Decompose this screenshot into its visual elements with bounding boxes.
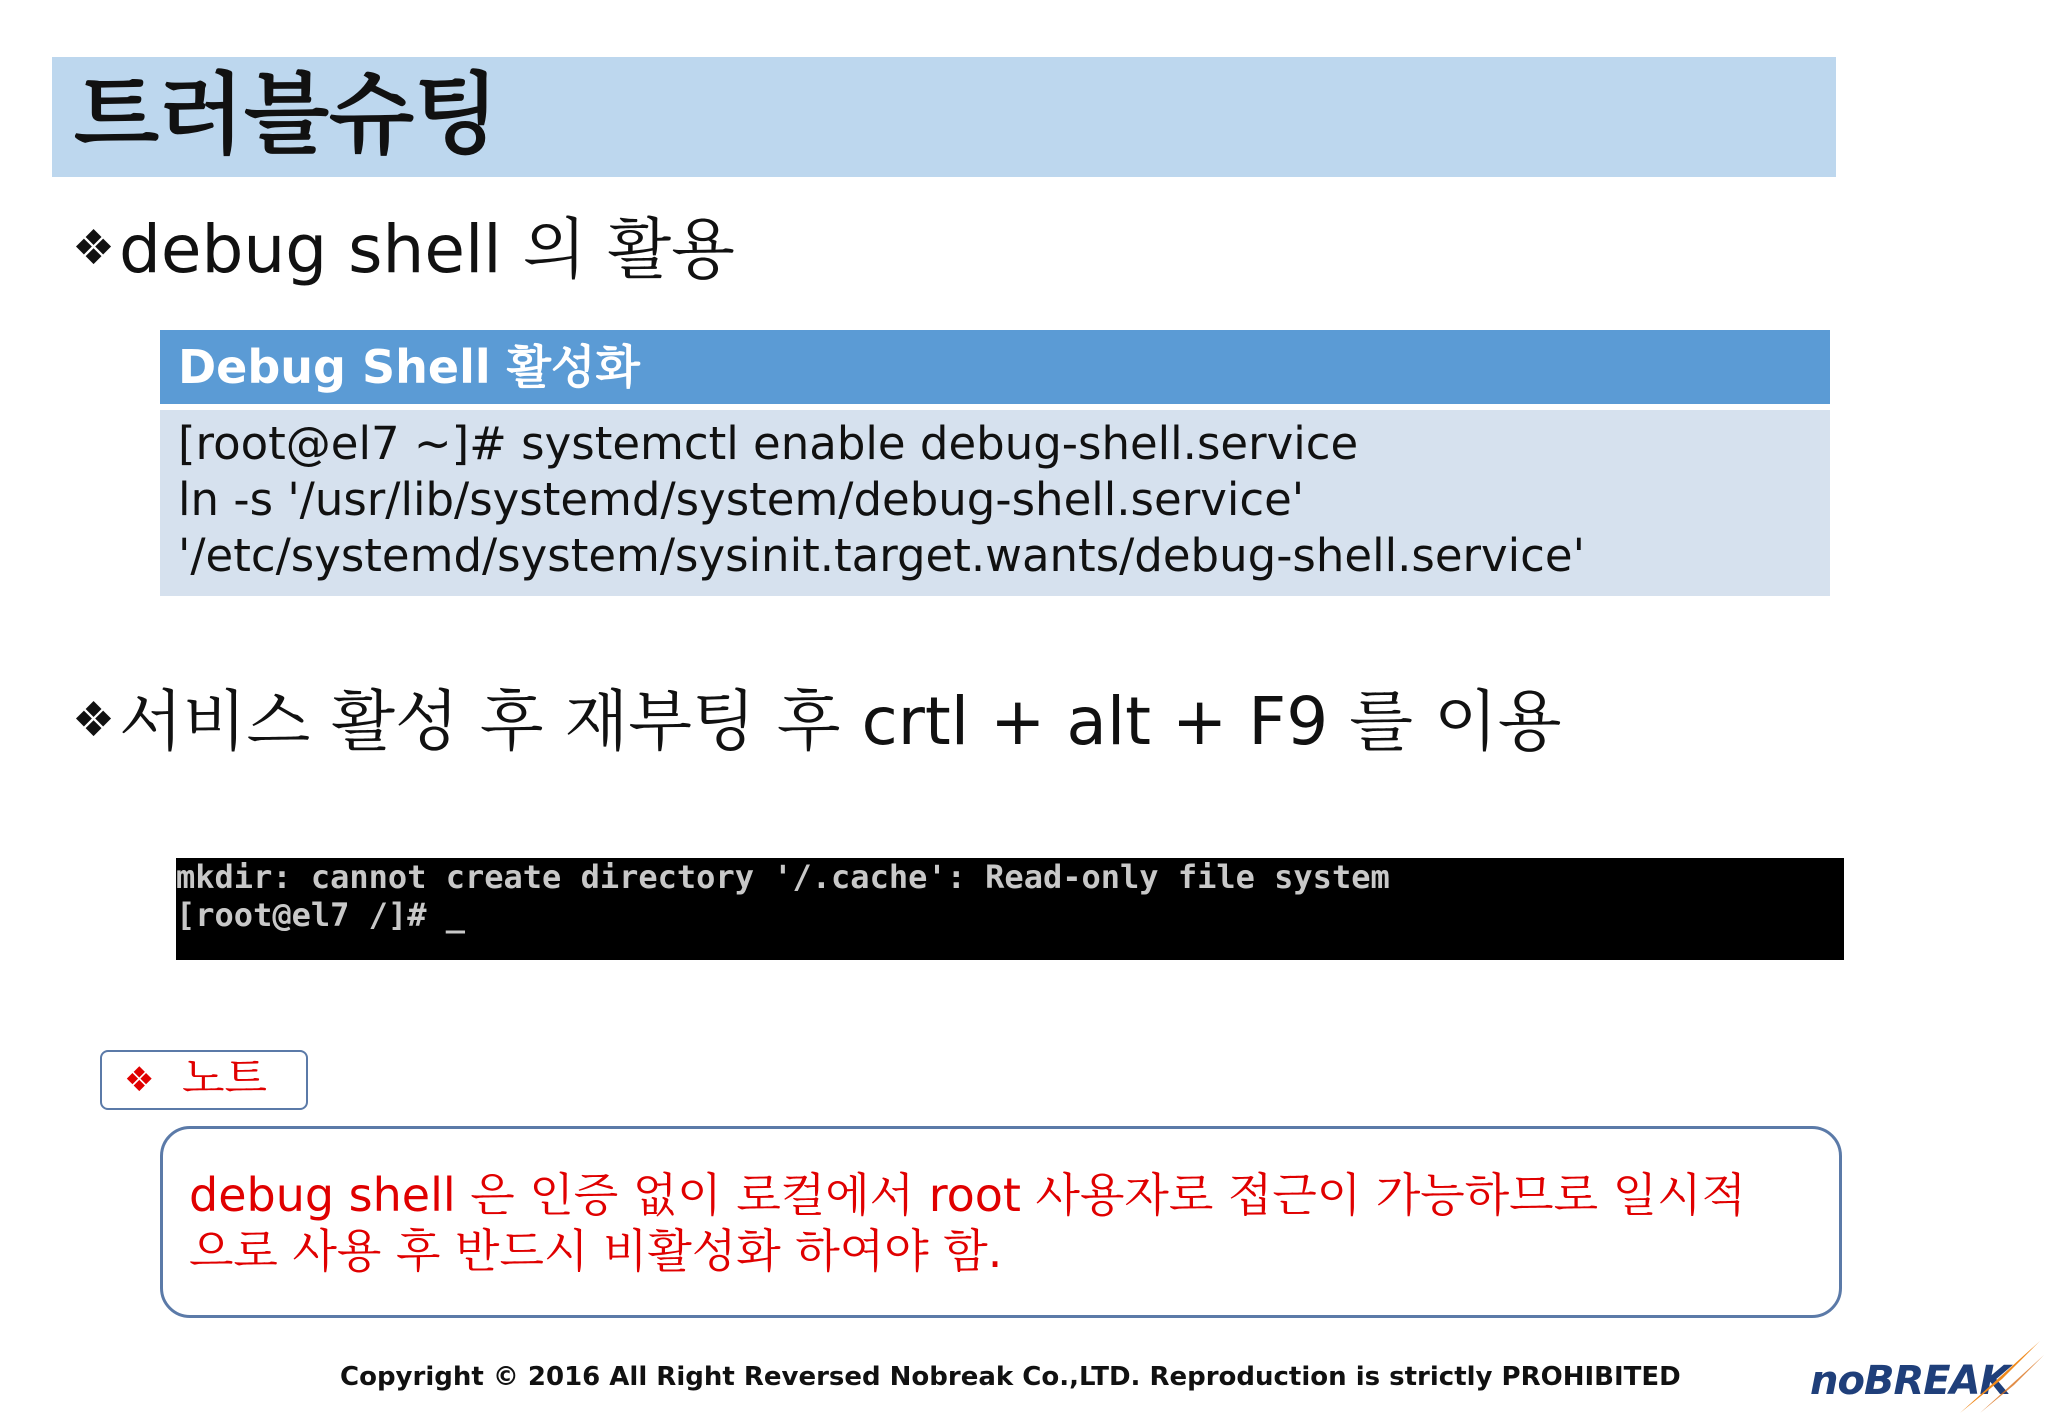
command-line: [root@el7 ~]# systemctl enable debug-shell.service [178,417,1359,470]
bullet-reboot-text: 서비스 활성 후 재부팅 후 crtl + alt + F9 를 이용 [119,683,1562,760]
command-output-line: ln -s '/usr/lib/systemd/system/debug-shell.service' [178,473,1305,526]
bullet-debug-shell [72,208,735,290]
diamond-bullet-icon: ❖ [72,692,116,748]
panel-header-title: Debug Shell 활성화 [178,340,640,394]
note-text-line: 으로 사용 후 반드시 비활성화 하여야 함. [189,1224,1003,1278]
page-title: 트러블슈팅 [74,63,500,166]
bullet-reboot-instructions [72,680,1562,762]
terminal-line: mkdir: cannot create directory '/.cache': Read-only file system [176,858,1390,896]
debug-shell-panel-header [160,330,1830,404]
command-output-line: '/etc/systemd/system/sysinit.target.wants/debug-shell.service' [178,529,1585,582]
nobreak-logo [1810,1335,2045,1415]
nobreak-arrow-logo-icon [1940,1335,2045,1415]
note-box [160,1126,1842,1318]
logo-text: noBREAK [1810,1358,2010,1404]
terminal-screenshot [176,858,1844,960]
debug-shell-panel-body [160,410,1830,596]
copyright-notice: Copyright © 2016 All Right Reversed Nobreak Co.,LTD. Reproduction is strictly PROHIBITED [340,1362,1681,1392]
diamond-bullet-icon: ❖ [124,1060,155,1100]
diamond-bullet-icon: ❖ [72,220,116,276]
bullet-debug-shell-text: debug shell 의 활용 [119,211,735,288]
note-tag [100,1050,308,1110]
note-text-line: debug shell 은 인증 없이 로컬에서 root 사용자로 접근이 가능하므로 일시적 [189,1168,1746,1222]
note-tag-label: 노트 [182,1053,268,1104]
terminal-prompt-line: [root@el7 /]# _ [176,896,465,934]
title-bar [52,57,1836,177]
